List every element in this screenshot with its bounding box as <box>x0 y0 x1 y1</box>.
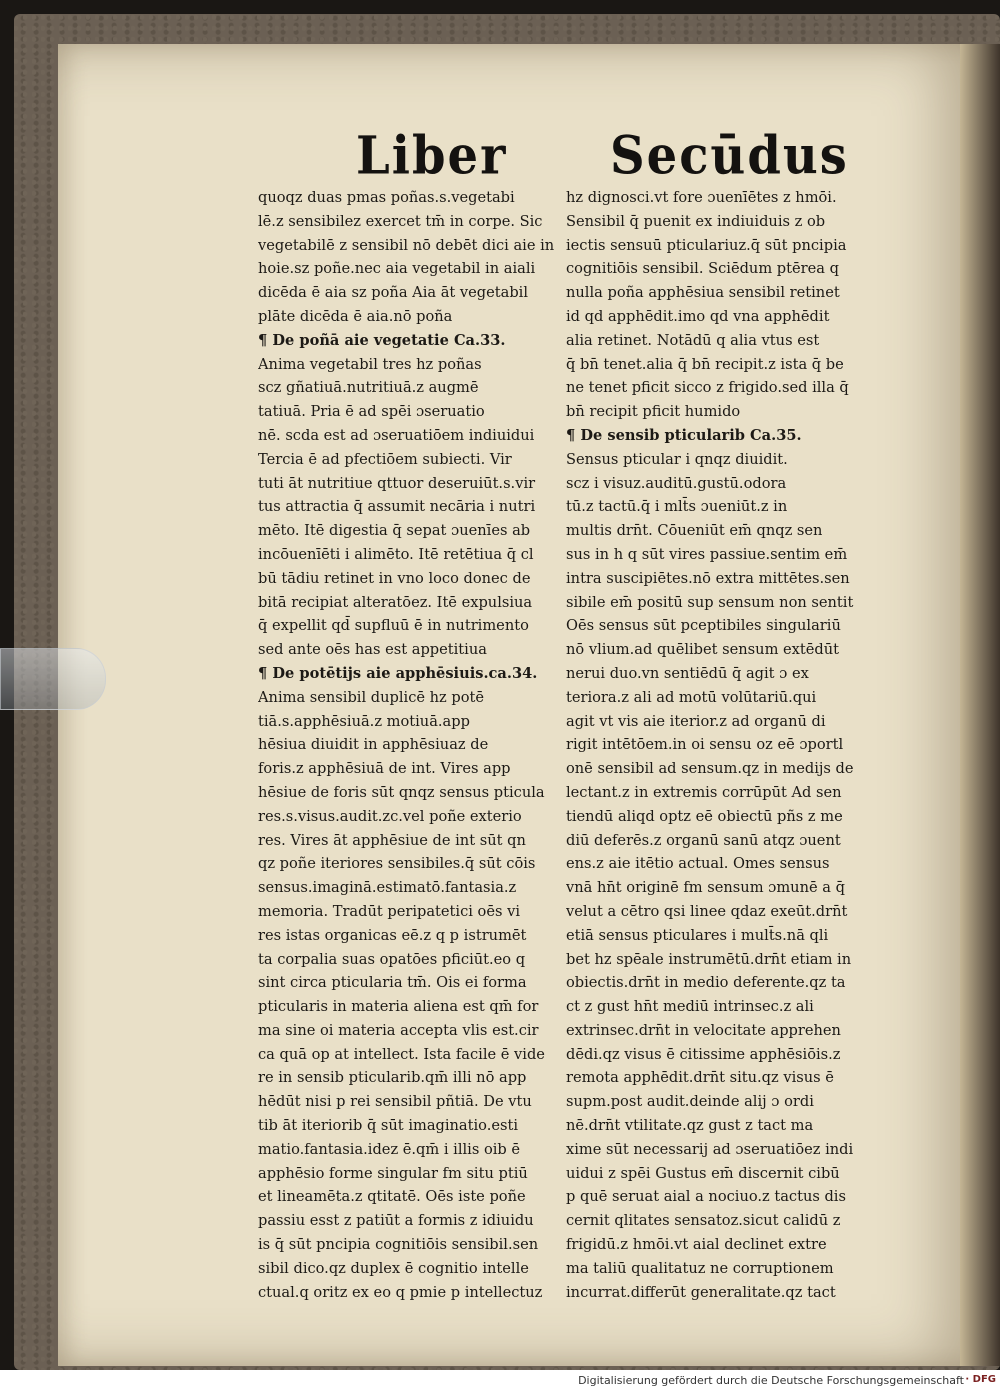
text-line: res istas organicas eē.z q p istrumēt <box>258 926 527 944</box>
text-line: intra suscipiētes.nō extra mittētes.sen <box>566 569 850 587</box>
text-line: foris.z apphēsiuā de int. Vires app <box>258 760 511 778</box>
text-line: alia retinet. Notādū q alia vtus est <box>566 331 820 349</box>
text-line: passiu esst z patiūt a formis z idiuidu <box>258 1212 534 1230</box>
text-line: res. Vires āt apphēsiue de int sūt qn <box>258 831 526 849</box>
text-line: vegetabilē z sensibil nō debēt dici aie in <box>258 236 554 254</box>
text-line: velut a cētro qsi linee qdaz exeūt.drn̄t <box>566 902 848 920</box>
text-line: vnā hn̄t originē fm sensum ɔmunē a q̄ <box>566 879 845 897</box>
text-line: res.s.visus.audit.zc.vel poñe exterio <box>258 807 522 825</box>
text-line: tib āt iteriorib q̄ sūt imaginatio.esti <box>258 1117 518 1135</box>
text-line: q̄ bn̄ tenet.alia q̄ bn̄ recipit.z ista q̄ be <box>566 355 844 373</box>
text-line: dēdi.qz visus ē citissime apphēsiōis.z <box>566 1045 841 1063</box>
book-clasp <box>0 648 106 710</box>
text-line: Tercia ē ad pfectiōem subiecti. Vir <box>258 450 512 468</box>
text-line: lē.z sensibilez exercet tm̄ in corpe. Sic <box>258 212 543 230</box>
text-line: sibil dico.qz duplex ē cognitio intelle <box>258 1259 529 1277</box>
text-line: Sensus pticular i qnqz diuidit. <box>566 450 788 468</box>
text-line: hēsiua diuidit in apphēsiuaz de <box>258 736 489 754</box>
text-line: etiā sensus pticulares i mult̄s.nā qli <box>566 926 829 944</box>
text-line: re in sensib pticularib.qm̄ illi nō app <box>258 1069 527 1087</box>
text-line: mēto. Itē digestia q̄ sepat ɔuenīes ab <box>258 522 531 540</box>
text-line: Oēs sensus sūt pceptibiles singulariū <box>566 617 841 635</box>
text-line: ca quā op at intellect. Ista facile ē vide <box>258 1045 545 1063</box>
text-line: Anima vegetabil tres hz poñas <box>258 355 482 373</box>
header-left: Liber <box>356 125 508 187</box>
text-line: bn̄ recipit pficit humido <box>566 403 741 421</box>
text-line: incurrat.differūt generalitate.qz tact <box>566 1283 836 1301</box>
text-line: ct z gust hn̄t mediū intrinsec.z ali <box>566 998 814 1016</box>
text-line: sed ante oēs has est appetitiua <box>258 641 487 659</box>
text-line: ne tenet pficit sicco z frigido.sed illa q̄ <box>566 379 849 397</box>
text-line: dicēda ē aia sz poña Aia āt vegetabil <box>258 284 529 302</box>
text-line: id qd apphēdit.imo qd vna apphēdit <box>566 307 830 325</box>
text-line: memoria. Tradūt peripatetici oēs vi <box>258 902 521 920</box>
text-line: incōuenīēti i alimēto. Itē retētiua q̄ cl <box>258 545 534 563</box>
text-line: iectis sensuū pticulariuz.q̄ sūt pncipia <box>566 236 847 254</box>
text-line: Anima sensibil duplicē hz potē <box>258 688 485 706</box>
text-line: ctual.q oritz ex eo q pmie p intellectuz <box>258 1283 543 1301</box>
text-line: rigit intētōem.in oi sensu oz eē ɔportl <box>566 736 844 754</box>
text-line: scz gñatiuā.nutritiuā.z augmē <box>258 379 479 397</box>
text-line: matio.fantasia.idez ē.qm̄ i illis oib ē <box>258 1140 521 1158</box>
text-line: sus in h q sūt vires passiue.sentim em̄ <box>566 545 848 563</box>
left-text-column <box>258 186 554 1304</box>
text-line: bitā recipiat alteratōez. Itē expulsiua <box>258 593 533 611</box>
text-line: teriora.z ali ad motū volūtariū.qui <box>566 688 817 706</box>
text-line: apphēsio forme singular fm situ ptiū <box>258 1164 528 1182</box>
text-line: ta corpalia suas opatōes pficiūt.eo q <box>258 950 526 968</box>
text-line: bū tādiu retinet in vno loco donec de <box>258 569 531 587</box>
text-line: tū.z tactū.q̄ i mlt̄s ɔueniūt.z in <box>566 498 788 516</box>
text-line: sint circa pticularia tm̄. Ois ei forma <box>258 974 527 992</box>
text-line: ¶ De potētijs aie apphēsiuis.ca.34. <box>258 664 538 682</box>
text-line: onē sensibil ad sensum.qz in medijs de <box>566 760 854 778</box>
text-line: ¶ De poñā aie vegetatie Ca.33. <box>258 331 506 349</box>
text-line: sibile em̄ positū sup sensum non sentit <box>566 593 854 611</box>
text-line: bet hz spēale instrumētū.drn̄t etiam in <box>566 950 852 968</box>
text-line: nulla poña apphēsiua sensibil retinet <box>566 284 840 302</box>
header-right: Secūdus <box>610 125 849 187</box>
text-line: supm.post audit.deinde alij ɔ ordi <box>566 1093 814 1111</box>
text-line: remota apphēdit.drn̄t situ.qz visus ē <box>566 1069 834 1087</box>
text-line: plāte dicēda ē aia.nō poña <box>258 307 453 325</box>
text-line: multis drn̄t. Cōueniūt em̄ qnqz sen <box>566 522 823 540</box>
text-line: p quē seruat aial a nociuo.z tactus dis <box>566 1188 846 1206</box>
text-line: hēdūt nisi p rei sensibil pñtiā. De vtu <box>258 1093 532 1111</box>
text-line: xime sūt necessarij ad ɔseruatiōez indi <box>566 1140 854 1158</box>
text-line: qz poñe iteriores sensibiles.q̄ sūt cōis <box>258 855 536 873</box>
text-line: tuti āt nutritiue qttuor deseruiūt.s.vir <box>258 474 536 492</box>
book-gutter <box>960 44 1000 1366</box>
text-line: et lineamēta.z qtitatē. Oēs iste poñe <box>258 1188 526 1206</box>
dfg-logo: · DFG <box>965 1374 996 1385</box>
text-line: diū deferēs.z organū sanū atqz ɔuent <box>566 831 841 849</box>
text-line: cernit qlitates sensatoz.sicut calidū z <box>566 1212 841 1230</box>
text-line: frigidū.z hmōi.vt aial declinet extre <box>566 1236 827 1254</box>
text-line: tus attractia q̄ assumit necāria i nutri <box>258 498 536 516</box>
text-line: sensus.imaginā.estimatō.fantasia.z <box>258 879 517 897</box>
text-line: is q̄ sūt pncipia cognitiōis sensibil.sen <box>258 1236 539 1254</box>
text-line: obiectis.drn̄t in medio deferente.qz ta <box>566 974 846 992</box>
right-text-column <box>566 186 872 1304</box>
text-line: nē.drn̄t vtilitate.qz gust z tact ma <box>566 1117 814 1135</box>
text-line: nē. scda est ad ɔseruatiōem indiuidui <box>258 426 535 444</box>
text-line: ma sine oi materia accepta vlis est.cir <box>258 1021 539 1039</box>
text-line: ens.z aie itētio actual. Omes sensus <box>566 855 830 873</box>
text-line: Sensibil q̄ puenit ex indiuiduis z ob <box>566 212 826 230</box>
running-head <box>0 125 1000 188</box>
text-line: tiā.s.apphēsiuā.z motiuā.app <box>258 712 470 730</box>
text-line: agit vt vis aie iterior.z ad organū di <box>566 712 826 730</box>
text-line: uidui z spēi Gustus em̄ discernit cibū <box>566 1164 840 1182</box>
text-line: hz dignosci.vt fore ɔuenīētes z hmōi. <box>566 189 837 206</box>
text-line: tatiuā. Pria ē ad spēi ɔseruatio <box>258 403 485 421</box>
text-line: hēsiue de foris sūt qnqz sensus pticula <box>258 783 545 801</box>
text-line: ma taliū qualitatuz ne corruptionem <box>566 1259 834 1277</box>
text-line: quoqz duas pmas poñas.s.vegetabi <box>258 189 515 206</box>
text-line: pticularis in materia aliena est qm̄ for <box>258 998 539 1016</box>
text-line: nō vlium.ad quēlibet sensum extēdūt <box>566 641 840 659</box>
text-line: lectant.z in extremis corrūpūt Ad sen <box>566 783 842 801</box>
footer-credit: Digitalisierung gefördert durch die Deutsche Forschungsgemeinschaft <box>578 1374 964 1387</box>
text-line: cognitiōis sensibil. Sciēdum ptērea q <box>566 260 839 278</box>
text-line: scz i visuz.auditū.gustū.odora <box>566 474 787 492</box>
text-line: ¶ De sensib pticularib Ca.35. <box>566 426 802 444</box>
footer-bar <box>0 1370 1000 1394</box>
text-line: extrinsec.drn̄t in velocitate apprehen <box>566 1021 841 1039</box>
text-line: q̄ expellit qd̄ supfluū ē in nutrimento <box>258 617 529 635</box>
text-line: hoie.sz poñe.nec aia vegetabil in aiali <box>258 260 536 278</box>
text-line: nerui duo.vn sentiēdū q̄ agit ɔ ex <box>566 664 809 682</box>
text-line: tiendū aliqd optz eē obiectū pñs z me <box>566 807 843 825</box>
